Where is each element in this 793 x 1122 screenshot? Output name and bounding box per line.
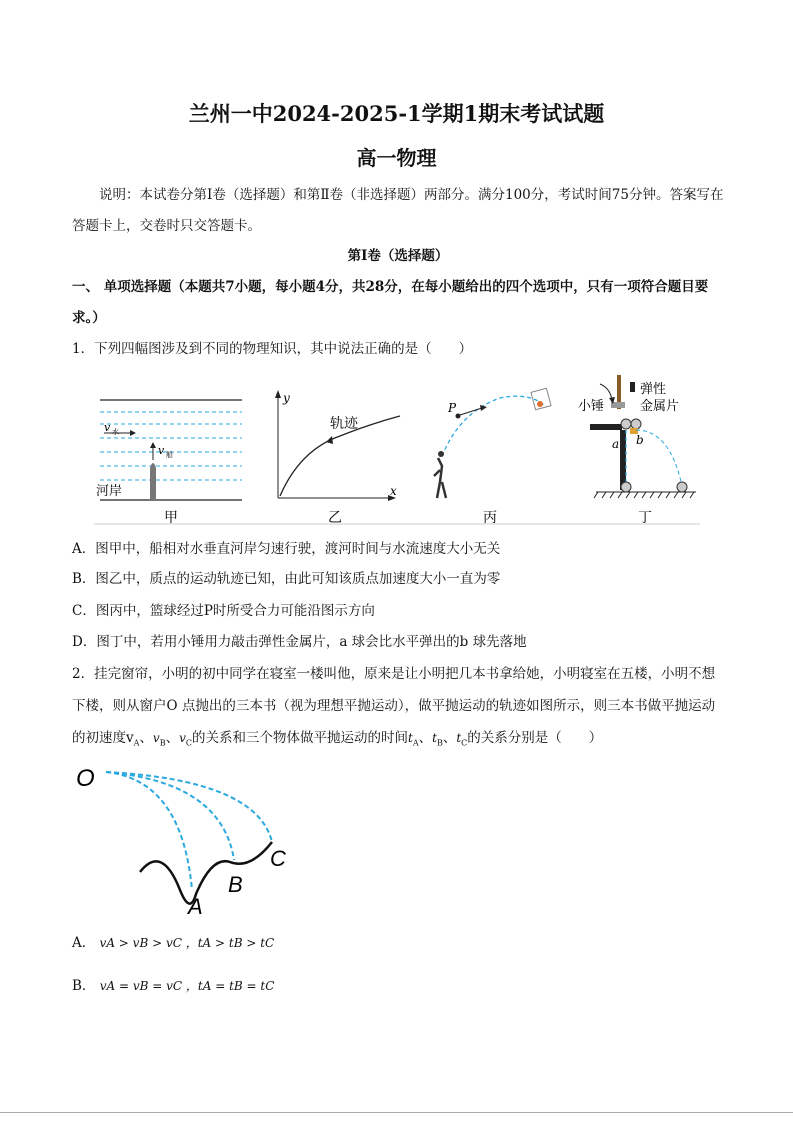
q1-figure [90, 370, 702, 530]
v-boat-label: v [158, 444, 165, 457]
metal-sheet-label-2: 金属片 [640, 398, 680, 413]
q2-stem-tail: 的关系和三个物体做平抛运动的时间 [192, 730, 408, 746]
figure-yi [275, 390, 400, 525]
section-title: 第Ⅰ卷（选择题） [347, 248, 449, 264]
q2-option-a-text: vA > vB > vC ，tA > tB > tC [99, 936, 275, 950]
point-a-label: A [188, 894, 203, 919]
q2-figure [72, 760, 302, 920]
axis-x-label: x [390, 484, 397, 498]
figure-ding [578, 375, 696, 525]
v-boat-sub: 船 [166, 451, 173, 459]
q2-option-a [72, 932, 274, 954]
point-o-label: O [76, 765, 95, 792]
point-c-label: C [270, 846, 286, 871]
v-water-label: v [104, 421, 111, 434]
axis-y-label: y [283, 391, 290, 405]
q2-option-b-text: vA = vB = vC ，tA = tB = tC [99, 979, 275, 993]
q1-option-d: D．图丁中，若用小锤用力敲击弹性金属片，a 球会比水平弹出的b 球先落地 [72, 634, 527, 650]
q2-option-b [72, 975, 274, 997]
part1-heading: 一、 单项选择题（本题共7小题，每小题4分，共28分，在每小题给出的四个选项中，只有一项符合题目要求。） [72, 279, 709, 326]
v-water-sub: 水 [112, 428, 119, 436]
label-bing: 丙 [483, 509, 497, 525]
exam-subtitle: 高一物理 [356, 146, 437, 170]
hammer-label: 小锤 [578, 398, 605, 413]
figure-bing [434, 388, 551, 525]
point-b-label: B [228, 872, 243, 897]
q2-option-a-label: A． [72, 935, 96, 951]
point-p-label: P [448, 401, 457, 415]
q2-stem-main: 2．挂完窗帘，小明的初中同学在寝室一楼叫他，原来是让小明把几本书拿给她，小明寝室在五楼，小明不想下楼，则从窗户O 点抛出的三本书（视为理想平抛运动），做平抛运动的轨迹如图所示，则三本书做平抛运动的初速度v [72, 666, 716, 746]
ball-b-label: b [636, 433, 644, 447]
trajectory-label: 轨迹 [330, 415, 358, 431]
exam-title: 兰州一中2024-2025-1学期1期末考试试题 [188, 101, 605, 126]
footer-divider [0, 1112, 793, 1113]
ball-a-label: a [612, 437, 620, 451]
figure-jia [96, 400, 242, 525]
q2-stem: 2．挂完窗帘，小明的初中同学在寝室一楼叫他，原来是让小明把几本书拿给她，小明寝室在五楼，小明不想下楼，则从窗户O 点抛出的三本书（视为理想平抛运动），做平抛运动的轨迹如图所示，则三本书做平抛运动的初速度$v_A$、$v_B$、$v_C$的关系和三个物体做平抛运动的时间$t_A$、$t_B$、$t_C$的关系分别是（ ） [72, 666, 716, 748]
q1-option-b: B．图乙中，质点的运动轨迹已知，由此可知该质点加速度大小一直为零 [72, 571, 501, 587]
label-jia: 甲 [164, 509, 178, 525]
q1-stem: 1．下列四幅图涉及到不同的物理知识，其中说法正确的是（ ） [72, 341, 473, 357]
q2-stem-end: 的关系分别是（ ） [467, 730, 603, 746]
intro-text: 说明：本试卷分第Ⅰ卷（选择题）和第Ⅱ卷（非选择题）两部分。满分100分，考试时间75分钟。答案写在答题卡上，交卷时只交答题卡。 [72, 187, 724, 234]
q2-option-b-label: B． [72, 978, 96, 994]
q1-option-a: A．图甲中，船相对水垂直河岸匀速行驶，渡河时间与水流速度大小无关 [72, 541, 501, 557]
metal-sheet-label-1: 弹性 [640, 381, 667, 396]
q1-option-c: C．图丙中，篮球经过P时所受合力可能沿图示方向 [72, 603, 375, 619]
label-ding: 丁 [638, 509, 652, 525]
label-yi: 乙 [328, 509, 342, 525]
river-bank-label: 河岸 [96, 483, 123, 498]
